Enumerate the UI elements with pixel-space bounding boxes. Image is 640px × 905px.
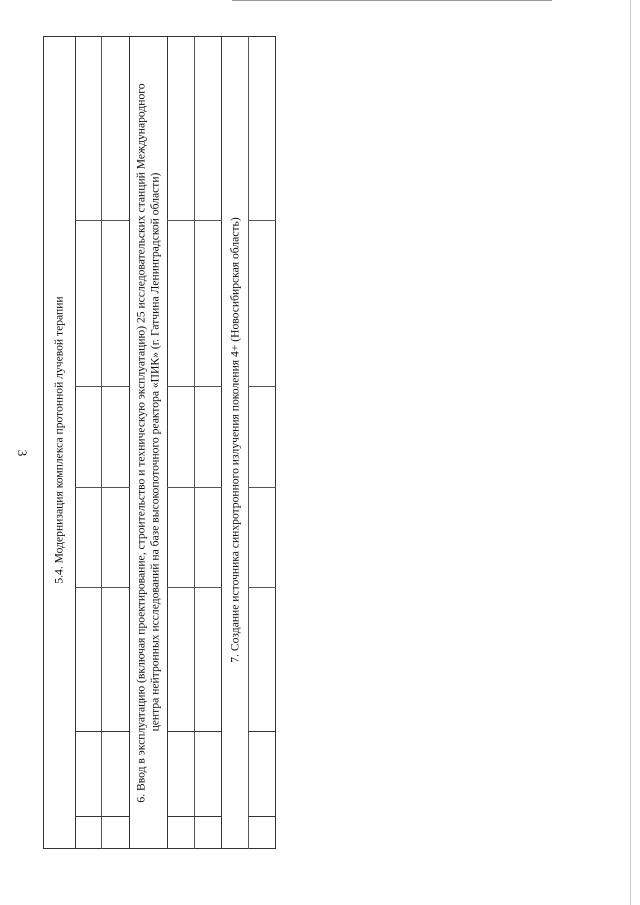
column-separator bbox=[167, 487, 222, 488]
column-separator bbox=[248, 587, 276, 588]
column-separator bbox=[248, 731, 276, 732]
row-separator bbox=[75, 36, 76, 849]
row-separator bbox=[167, 36, 168, 849]
table-border-bottom bbox=[43, 848, 276, 849]
page-number: 3 bbox=[15, 449, 30, 457]
column-separator bbox=[167, 220, 222, 221]
row-separator bbox=[221, 36, 222, 849]
row-separator bbox=[248, 36, 249, 849]
column-separator bbox=[248, 386, 276, 387]
row-separator bbox=[194, 36, 195, 849]
column-separator bbox=[167, 816, 222, 817]
column-separator bbox=[167, 731, 222, 732]
table-border-top bbox=[43, 36, 276, 37]
section-heading-6-line1: 6. Ввод в эксплуатацию (включая проектирование, строительство и техническую эксплуатацию) 25 исследовательских станций Международного bbox=[134, 83, 148, 803]
column-separator bbox=[75, 587, 130, 588]
section-heading-5-4: 5.4. Модернизация комплекса протонной лучевой терапии bbox=[52, 296, 66, 584]
column-separator bbox=[248, 220, 276, 221]
column-separator bbox=[75, 731, 130, 732]
section-heading-7: 7. Создание источника синхротронного излучения поколения 4+ (Новосибирская область) bbox=[228, 217, 242, 663]
column-separator bbox=[75, 220, 130, 221]
row-separator bbox=[101, 36, 102, 849]
column-separator bbox=[75, 487, 130, 488]
table-border-right bbox=[275, 36, 276, 849]
column-separator bbox=[248, 816, 276, 817]
table-border-left bbox=[43, 36, 44, 849]
section-heading-6-line2: центра нейтронных исследований на базе высокопоточного реактора «ПИК» (г. Гатчина Ленинградской области) bbox=[148, 172, 162, 732]
column-separator bbox=[75, 816, 130, 817]
row-separator bbox=[129, 36, 130, 849]
column-separator bbox=[167, 587, 222, 588]
column-separator bbox=[167, 386, 222, 387]
column-separator bbox=[75, 386, 130, 387]
column-separator bbox=[248, 487, 276, 488]
